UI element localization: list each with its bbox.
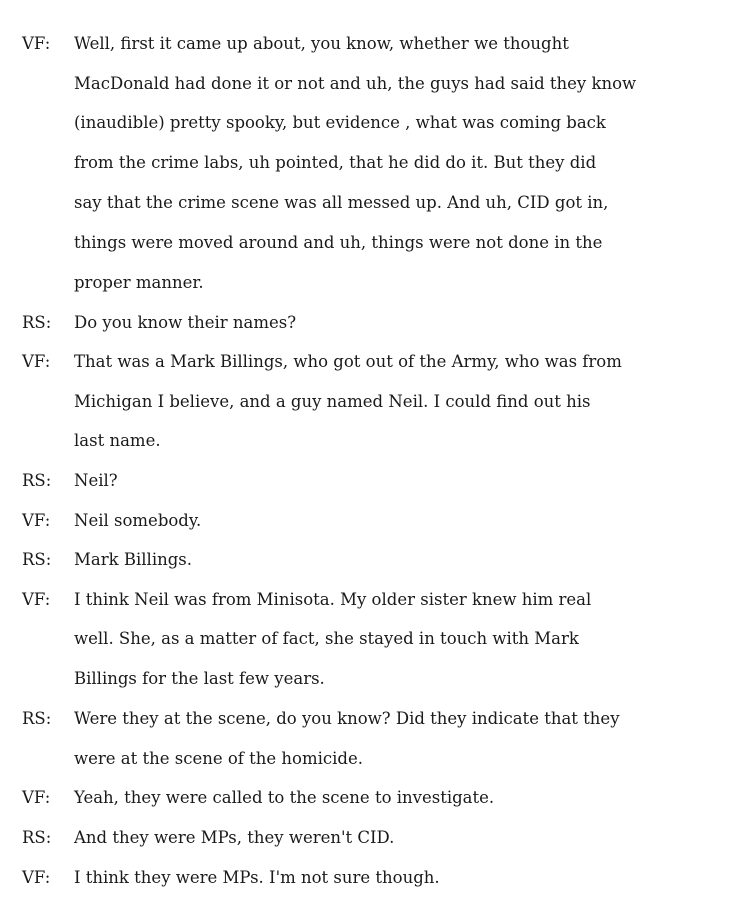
speaker-label: VF: [22, 868, 51, 887]
transcript-line: I think they were MPs. I'm not sure though. [74, 868, 440, 887]
transcript-line: things were moved around and uh, things were not done in the [74, 233, 603, 252]
speaker-label: VF: [22, 590, 51, 609]
transcript-line: from the crime labs, uh pointed, that he did do it. But they did [74, 153, 597, 172]
speaker-label: VF: [22, 511, 51, 530]
speaker-label: RS: [22, 828, 52, 847]
transcript-line: say that the crime scene was all messed up. And uh, CID got in, [74, 193, 609, 212]
speaker-label: RS: [22, 313, 52, 332]
transcript-line: Michigan I believe, and a guy named Neil. I could find out his [74, 392, 591, 411]
transcript-line: That was a Mark Billings, who got out of the Army, who was from [74, 352, 622, 371]
transcript-line: were at the scene of the homicide. [74, 749, 363, 768]
transcript-line: And they were MPs, they weren't CID. [74, 828, 395, 847]
transcript-line: Do you know their names? [74, 313, 297, 332]
transcript-line: Neil? [74, 471, 118, 490]
transcript-line: proper manner. [74, 273, 204, 292]
speaker-label: VF: [22, 34, 51, 53]
transcript-line: Well, first it came up about, you know, whether we thought [74, 34, 569, 53]
transcript-line: MacDonald had done it or not and uh, the guys had said they know [74, 74, 637, 93]
transcript-line: Mark Billings. [74, 550, 192, 569]
transcript-line: Neil somebody. [74, 511, 202, 530]
transcript-line: Were they at the scene, do you know? Did they indicate that they [74, 709, 620, 728]
transcript-line: last name. [74, 431, 161, 450]
speaker-label: RS: [22, 550, 52, 569]
transcript-line: I think Neil was from Minisota. My older sister knew him real [74, 590, 592, 609]
speaker-label: RS: [22, 471, 52, 490]
transcript-line: Yeah, they were called to the scene to investigate. [74, 788, 495, 807]
speaker-label: RS: [22, 709, 52, 728]
speaker-label: VF: [22, 352, 51, 371]
transcript-line: (inaudible) pretty spooky, but evidence , what was coming back [74, 113, 606, 132]
transcript-line: Billings for the last few years. [74, 669, 325, 688]
transcript-line: well. She, as a matter of fact, she stayed in touch with Mark [74, 629, 579, 648]
speaker-label: VF: [22, 788, 51, 807]
